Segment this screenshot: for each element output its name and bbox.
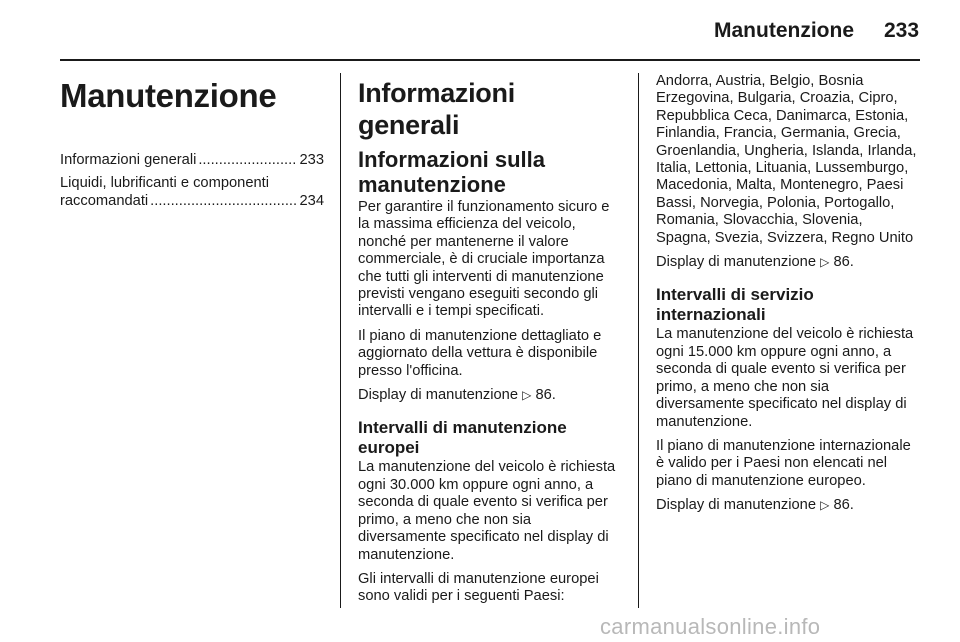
watermark: carmanualsonline.info (600, 614, 821, 639)
toc-leader (150, 192, 297, 210)
toc-entry[interactable] (60, 151, 324, 169)
column-divider-2 (638, 73, 639, 608)
paragraph: La manutenzione del veicolo è richiesta ogni 15.000 km oppure ogni anno, a seconda di quale evento si verifica per primo, a meno che non sia diversamente specificato nel display di manutenzione. (656, 326, 914, 430)
xref-page: 86. (833, 254, 854, 271)
toc-entry-text-cont: raccomandati (60, 193, 149, 209)
triangle-right-icon: ▷ (820, 498, 830, 513)
chapter-title: Manutenzione (60, 77, 277, 114)
xref-text: Display di manutenzione (656, 254, 817, 271)
cross-reference[interactable] (656, 497, 920, 514)
paragraph: La manutenzione del veicolo è richiesta ogni 30.000 km oppure ogni anno, a seconda di quale evento si verifica per primo, a meno che non sia diversamente specificato nel display di manutenzione. (358, 459, 616, 563)
xref-text: Display di manutenzione (358, 387, 519, 404)
toc-entry[interactable] (60, 174, 324, 210)
subheading: Intervalli di manutenzione europei (358, 418, 567, 458)
cross-reference[interactable] (358, 387, 622, 404)
toc-entry-page: 234 (299, 193, 324, 209)
toc-entry-text: Informazioni generali (60, 152, 197, 168)
paragraph: Per garantire il funzionamento sicuro e la massima efficienza del veicolo, nonché per mantenerne il valore commerciale, è di cruciale importanza che tutti gli interventi di manutenzione previsti vengano eseguiti secondo gli intervalli e i tempi specificati. (358, 199, 610, 320)
column-divider-1 (340, 73, 341, 608)
xref-page: 86. (535, 387, 556, 404)
content-column-3 (656, 73, 920, 522)
xref-page: 86. (833, 497, 854, 514)
subheading: Intervalli di servizio internazionali (656, 285, 814, 325)
triangle-right-icon: ▷ (820, 255, 830, 270)
chapter-column (60, 73, 324, 215)
toc-leader (198, 151, 297, 169)
content-column-2 (358, 73, 622, 613)
toc-entry-page: 233 (299, 152, 324, 168)
country-list: Andorra, Austria, Belgio, Bosnia Erzegovina, Bulgaria, Croazia, Cipro, Repubblica Ceca, Danimarca, Estonia, Finlandia, Francia, Germania, Grecia, Groenlandia, Ungheria, Islanda, Irlanda, Italia, Lettonia, Lituania, Lussemburgo, Macedonia, Malta, Montenegro, Paesi Bassi, Norvegia, Polonia, Portogallo, Romania, Slovacchia, Slovenia, Spagna, Svezia, Svizzera, Regno Unito (656, 73, 917, 246)
paragraph: Il piano di manutenzione internazionale è valido per i Paesi non elencati nel piano di manutenzione europeo. (656, 437, 911, 489)
page-number: 233 (884, 19, 920, 42)
toc-entry-text: Liquidi, lubrificanti e componenti (60, 175, 270, 191)
cross-reference[interactable] (656, 254, 920, 271)
header-rule (60, 59, 920, 61)
section-title: Informazioni generali (358, 78, 515, 140)
subsection-heading: Informazioni sulla manutenzione (358, 147, 546, 197)
paragraph: Il piano di manutenzione dettagliato e aggiornato della vettura è disponibile presso l'officina. (358, 327, 602, 379)
running-header-title: Manutenzione (714, 19, 854, 42)
paragraph: Gli intervalli di manutenzione europei sono validi per i seguenti Paesi: (358, 570, 599, 605)
triangle-right-icon: ▷ (522, 388, 532, 403)
xref-text: Display di manutenzione (656, 497, 817, 514)
